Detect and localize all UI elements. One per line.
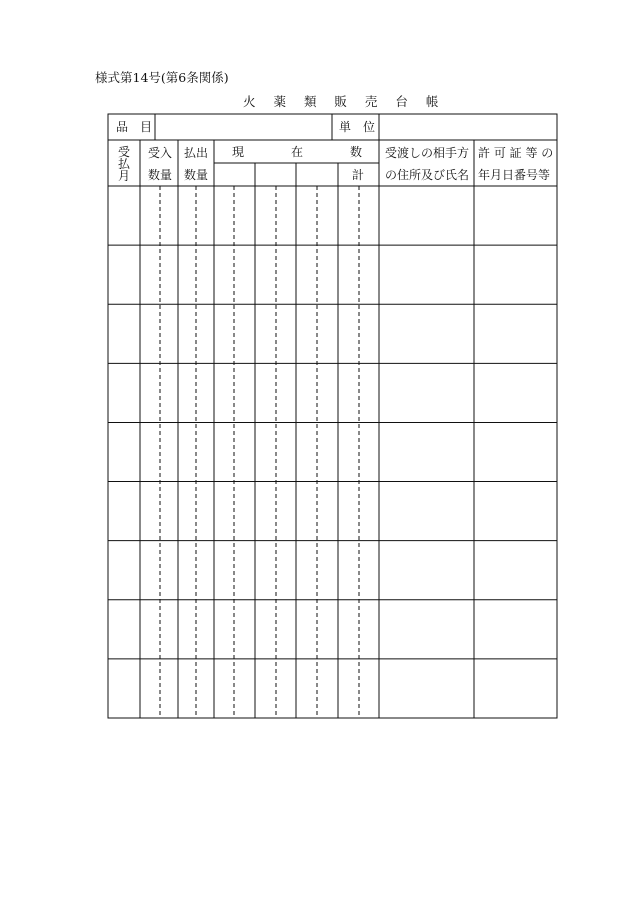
item-label: 品 目 xyxy=(116,120,153,134)
received-qty-label-2: 数量 xyxy=(148,168,173,182)
document-title: 火 薬 類 販 売 台 帳 xyxy=(243,94,439,109)
counterparty-label-2: の住所及び氏名 xyxy=(385,168,470,182)
form-number: 様式第14号(第6条関係) xyxy=(95,70,229,85)
paid-qty-label-2: 数量 xyxy=(184,168,209,182)
current-stock-label-2: 在 xyxy=(291,145,304,159)
receive-pay-label-3: 月 xyxy=(118,169,131,183)
counterparty-label-1: 受渡しの相手方 xyxy=(385,146,470,160)
permit-label-1: 許 可 証 等 の xyxy=(478,146,554,160)
table-border xyxy=(108,114,557,718)
current-stock-label-3: 数 xyxy=(350,145,363,159)
current-stock-label-1: 現 xyxy=(232,145,245,159)
total-label: 計 xyxy=(352,168,365,182)
unit-label: 単 位 xyxy=(339,120,376,134)
paid-qty-label-1: 払出 xyxy=(184,146,209,160)
permit-label-2: 年月日番号等 xyxy=(478,168,551,182)
received-qty-label-1: 受入 xyxy=(148,146,173,160)
receive-pay-label-2: 払 xyxy=(118,157,131,171)
receive-pay-label-1: 受 xyxy=(118,145,131,159)
